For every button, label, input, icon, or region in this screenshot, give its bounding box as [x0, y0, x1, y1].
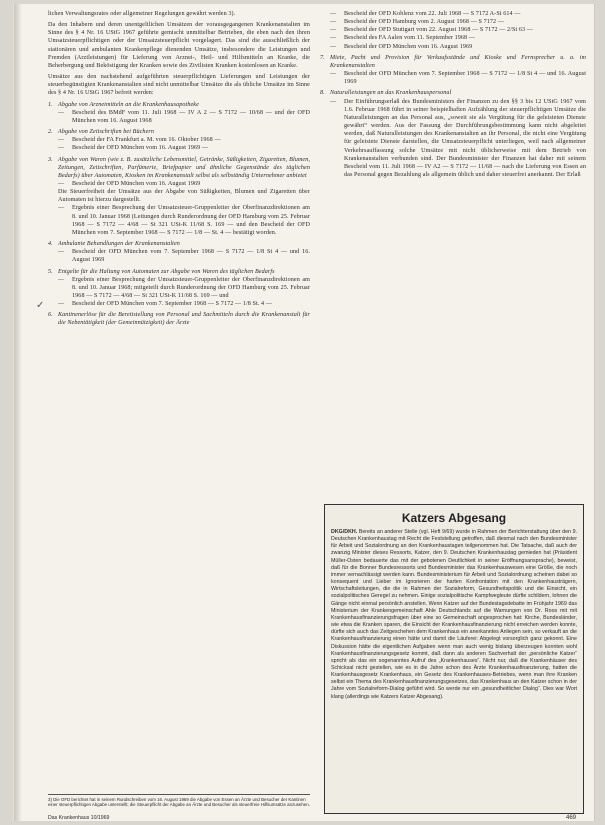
item-heading: Entgelte für die Haltung von Automaten zur Abgabe von Waren des täglichen Bedarfs: [58, 268, 275, 275]
list-item-6: [48, 311, 310, 327]
item-reference: Bescheid des FA Aalen vom 11. September 1968 —: [344, 35, 476, 42]
news-box: [324, 504, 584, 814]
list-item-1: 1. Abgabe von Arzneimitteln an die Krankenhausapotheke — Bescheid des BMdF vom 11. Juli 1968 — IV A 2 — S 7172 — 10/68 — und der OFD München vom 16. August 1968: [48, 101, 310, 124]
item-heading: Abgabe von Zeitschriften bei Büchern: [58, 129, 154, 136]
document-page: [14, 4, 594, 821]
item-heading: Abgabe von Waren (wie z. B. zusätzliche Lebensmittel, Getränke, Süßigkeiten, Zigaretten, Blumen, Zeitungen, Zeitschriften, Parfümerie, Briefpapier und ähnliche Gegenstände des täglichen Bedarfs) über Automaten, Kiosken im Krankenanstalt selbst als selbständig Unternehmer anbietet: [58, 156, 310, 179]
item-reference: Bescheid der OFD München vom 16. August 1969: [344, 43, 473, 50]
list-item-4: 4. Ambulante Behandlungen der Krankenanstalten — Bescheid der OFD München vom 7. September 1968 — S 7172 — 1/8 St 4 — und 16. August 1969: [48, 241, 310, 264]
item-heading: Abgabe von Arzneimitteln an die Krankenhausapotheke: [58, 101, 199, 108]
item-number: 3.: [48, 156, 53, 163]
journal-footer: Das Krankenhaus 10/1969: [48, 815, 110, 821]
item-number: 1.: [48, 101, 53, 108]
item-reference: Ergebnis einer Besprechung der Umsatzsteuer-Gruppenleiter der Oberfinanzdirektionen am 8. und 10. Januar 1968 (Leitungen durch Runderordnung der OFD Hamburg vom 25. Februar 1968 — S 7172 — 4/68 — St 321 USt-K 11/68 S. 169 — und den Bescheid der OFD München vom 7. September 1968 — S 7172 — 1/8 — St. 4 — bestätigt worden.: [72, 205, 310, 236]
list-item-8: 8. Naturalleistungen an das Krankenhauspersonal — Der Einführungserlaß des Bundesministers der Finanzen zu den §§ 3 bis 12 UStG 1967 vom 1.6. Februar 1968 führt in seiner beispielhaften Aufzählung der steuerpflichtigen Umsätze die Naturalleistungen an das Personal aus, „soweit sie als Vergütung für die geleisteten Dienste gewährt“ werden. Aus der Fassung der Durchführungsbestimmung kann nicht abgeleitet werden, daß Naturalleistungen des Krankenanstalten an ihr Personal, die nicht eine Vergütung für geleistete Dienste darstellen, die Umsatzsteuerpflicht unterliegen, weil nach allgemeiner Verkehrsauffassung solche Umsätze mit nicht üblicherweise mit dem Betrieb von Krankenanstalten verbunden sind. Der Bundesminister der Finanzen hat daher mit seinem Bescheid vom 11. Juli 1968 — IV A2 — S 7172 — 11/68 — nach die Lieferung von Essen an das Personal gegen Bezahlung als allgemein üblich und daher steuerfrei anerkannt. Der Erlaß: [320, 90, 586, 178]
intro-paragraph-3: Umsätze aus den nachstehend aufgeführten steuerpflichtigen Lieferungen und Leistungen der steuerbegünstigten Krankenanstalten sind nicht unmittelbar Umsätze die als übliche Umsätze im Sinne des § 4 Nr. 16 UStG 1967 befreit werden:: [48, 74, 310, 97]
item-reference: Bescheid des BMdF vom 11. Juli 1968 — IV A 2 — S 7172 — 10/68 — und der OFD München vom 16. August 1968: [72, 109, 310, 124]
page-number: 469: [566, 815, 577, 821]
item-number: 6.: [48, 312, 53, 319]
item-number: 2.: [48, 129, 53, 136]
margin-mark-icon: ✓: [36, 300, 45, 311]
item-reference: Bescheid der OFD Koblenz vom 22. Juli 1968 — S 7172 A-St 614 —: [344, 11, 521, 17]
intro-paragraph-2: Da den Inhabern und deren unentgeltlichen Umsätzen der vorausgegangenen Krankenanstalten im Sinne des § 4 Nr. 16 UStG 1967 geführte gemischt unmittelbar Betrieben, die eben nach den ihren Umsatzsteuerpflichtigen oder der Umsatzsteuerpflicht vorgelagert. Das sind die ausschließlich der stationären und ambulanten Krankenpflege dienenden Umsätze, insbesondere die Leistungen und Fremden (Arztleistungen) für Lieferung von Arznei-, Heil- und Hilfsmitteln an Kranke, die Beherbergung und Beköstigung der Kranken sowie des Zivilisten Kranken kostenlosen an Kranke.: [48, 22, 310, 69]
item-number: 7.: [320, 54, 325, 61]
item-reference: Bescheid der OFD München vom 16. August 1969 —: [72, 145, 209, 152]
item-heading: Ambulante Behandlungen der Krankenanstalten: [58, 241, 180, 248]
item-reference: Bescheid der OFD München vom 7. September 1968 — S 7172 — 1/8 St 4 — und 16. August 1969: [344, 71, 586, 86]
item-reference: Bescheid der OFD München vom 7. September 1968 — S 7172 — 1/8 St 4 — und 16. August 1969: [72, 249, 310, 264]
list-item-3: 3. Abgabe von Waren (wie z. B. zusätzliche Lebensmittel, Getränke, Süßigkeiten, Zigaretten, Blumen, Zeitungen, Zeitschriften, Parfümerie, Briefpapier und ähnliche Gegenstände des täglichen Bedarfs) über Automaten, Kiosken im Krankenanstalt selbst als selbständig Unternehmer anbietet — Bescheid der OFD München vom 16. August 1969 Die Steuerfreiheit der Umsätze aus der Abgabe von Süßigkeiten, Blumen und Zigaretten über Automaten ist hierzu dargestellt. — Ergebnis einer Besprechung der Umsatzsteuer-Gruppenleiter der Oberfinanzdirektionen am 8. und 10. Januar 1968 (Leitungen durch Runderordnung der OFD Hamburg vom 25. Februar 1968 — S 7172 — 4/68 — St 321 USt-K 11/68 S. 169 — und den Bescheid der OFD München vom 7. September 1968 — S 7172 — 1/8 — St. 4 — bestätigt worden.: [48, 156, 310, 236]
box-title: Katzers Abgesang: [401, 511, 507, 525]
item-heading: Miete, Pacht und Provision für Verkaufsstände und Kioske und Fernsprecher u. a. im Krankenanstalten: [330, 54, 586, 69]
item-number: 5.: [48, 268, 53, 275]
list-item-5: 5. Entgelte für die Haltung von Automaten zur Abgabe von Waren des täglichen Bedarfs — Ergebnis einer Besprechung der Umsatzsteuer-Gruppenleiter der Oberfinanzdirektionen am 8. und 10. Januar 1968; mitgeteilt durch Runderordnung der OFD Hamburg vom 25. Februar 1968 — S 7172 — 4/68 — St 321 USt-K 11/68 S. 169 — und — Bescheid der OFD München vom 7. September 1968 — S 7172 — 1/8 St. 4 —: [48, 268, 310, 308]
item-reference: Bescheid der OFD München vom 16. August 1969: [72, 180, 201, 187]
box-text: [331, 529, 577, 701]
item-number: 4.: [48, 241, 53, 248]
item-reference: Bescheid der FA Frankfurt a. M. vom 16. Oktober 1968 —: [72, 137, 221, 144]
item-reference: Bescheid der OFD München vom 7. September 1968 — S 7172 — 1/8 St. 4 —: [72, 301, 273, 308]
item-heading: Naturalleistungen an das Krankenhauspersonal: [330, 90, 452, 97]
item-reference: Bescheid der OFD Stuttgart vom 22. August 1968 — S 7172 — 2/St 63 —: [344, 27, 534, 34]
intro-paragraph-1: lichen Verwaltungsrates oder allgemeiner Regelungen gewährt werden 3).: [48, 11, 236, 17]
footnote: 3) Die OFD berichtet hat in seinem Rundschreiben vom 16. August 1969 die Abgabe von Essen an Ärzte und Besucher der Kantinen einer steuerpflichtigen Abgabe unterstellt; die Steuerpflicht der Abgabe an Ärzte und Besucher als steuerfreie Hilfsumsätze anzusehen.: [48, 794, 310, 808]
item-reference: Bescheid der OFD Hamburg vom 2. August 1968 — S 7172 —: [344, 19, 504, 26]
item-heading: Kantinenerlöse für die Bereitstellung von Personal und Sachmitteln durch die Krankenanstalt für die Nebentätigkeit (der Gemeinnützigkeit) der Ärzte: [58, 312, 310, 327]
list-item-7: 7. Miete, Pacht und Provision für Verkaufsstände und Kioske und Fernsprecher u. a. im Krankenanstalten — Bescheid der OFD München vom 7. September 1968 — S 7172 — 1/8 St 4 — und 16. August 1969: [320, 54, 586, 86]
item-reference: Der Einführungserlaß des Bundesministers der Finanzen zu den §§ 3 bis 12 UStG 1967 vom 1.6. Februar 1968 führt in seiner beispielhaften Aufzählung der steuerpflichtigen Umsätze die Naturalleistungen an das Personal aus, „soweit sie als Vergütung für die geleisteten Dienste gewährt“ werden. Aus der Fassung der Durchführungsbestimmung kann nicht abgeleitet werden, daß Naturalleistungen des Krankenanstalten an ihr Personal, die nicht eine Vergütung für geleistete Dienste darstellen, die Umsatzsteuerpflicht unterliegen, weil nach allgemeiner Verkehrsauffassung solche Umsätze mit nicht üblicherweise mit dem Betrieb von Krankenanstalten verbunden sind. Der Bundesminister der Finanzen hat daher mit seinem Bescheid vom 11. Juli 1968 — IV A2 — S 7172 — 11/68 — nach die Lieferung von Essen an das Personal gegen Bezahlung als allgemein üblich und daher steuerfrei anerkannt. Der Erlaß: [344, 98, 586, 178]
right-column: — Bescheid der OFD Koblenz vom 22. Juli 1968 — S 7172 A-St 614 — — Bescheid der OFD Hamburg vom 2. August 1968 — S 7172 — — Bescheid der OFD Stuttgart vom 22. August 1968 — S 7172 — 2/St 63 — — Bescheid des FA Aalen vom 11. September 1968 — — Bescheid der OFD München vom 16. August 1969 7. Miete, Pacht und Provision für Verkaufsstände und Kioske und Fernsprecher u. a. im Krankenanstalten — Bescheid der OFD München vom 7. September 1968 — S 7172 — 1/8 St 4 — und 16. August 1969 8. Naturalleistungen an das Krankenhauspersonal — Der Einführungserlaß des Bundesministers der Finanzen zu den §§ 3 bis 12 UStG 1967 vom 1.6. Februar 1968 führt in seiner beispielhaften Aufzählung der steuerpflichtigen Umsätze die Naturalleistungen an das Personal aus, „soweit sie als Vergütung für die geleisteten Dienste gewährt“ werden. Aus der Fassung der Durchführungsbestimmung kann nicht abgeleitet werden, daß Naturalleistungen des Krankenanstalten an ihr Personal, die nicht eine Vergütung für geleistete Dienste darstellen, die Umsatzsteuerpflicht unterliegen, weil nach allgemeiner Verkehrsauffassung solche Umsätze mit nicht üblicherweise mit dem Betrieb von Krankenanstalten verbunden sind. Der Bundesminister der Finanzen hat daher mit seinem Bescheid vom 11. Juli 1968 — IV A2 — S 7172 — 11/68 — nach die Lieferung von Essen an das Personal gegen Bezahlung als allgemein üblich und daher steuerfrei anerkannt. Der Erlaß: [320, 11, 586, 178]
box-lead: DKG/DKH.: [331, 529, 358, 535]
page-gutter-shadow: [14, 4, 22, 821]
left-column: [48, 10, 310, 331]
box-body: Bereits an anderer Stelle (vgl. Heft 9/69) wurde in Rahmen der Berichterstattung über den 9. Deutschen Krankenhaustag mit Recht die Feststellung getroffen, daß diesmal nach den Bundesminister für Arbeit und Sozialordnung an den Krankenhaustagen teilgenommen hat. Die Tatsache, daß auch der zwanzig Minister dieses Ressorts, Katzer, den 9. Deutschen Krankenhaustag gemieden hat (Präsident Müller-Osten bedauerte das mit der gebotenen Deutlichkeit in seiner Eröffnungsansprache), beweist, daß für die Bonner Bundesressorts und Bundesminister das Krankenhauswesen eine Größe, die noch immer vernachlässigt werden kann. Bundesministerium für Arbeit und Sozialordnung scheinen dabei so konsequent und Lieber im Ignorieren der harten Konfrontation mit den Krankenhausträgern, Wirtschaftsleitungen, die die in Rahmen der Sozialreform, Gesundheitspolitik und die Einsicht, ein sozialpolitisches Geregel zu nehmen. Einige sozialpolitische Kampfwegleute dürfte schildern, lohnen die Gänge nicht einmal persönlich anstellen. Wenn Katzer auf der Bundestagsdebatte im Frühjahr 1969 das Ministerium der Krankengemeinschaft Ahle Deutschlands auf die Warnungen von Dr. Roos mit mit Krankenhausfinanzierungsfragen über eine so Gemeinschaft angesprochen hat: Kirche, Bundesländer, wie etwa die Kranken sparen, die Einsicht der Krankenhausfinanzierung nicht erreichen werden konnte, dürfte sich auch das Zeitgeschehen dem Krankenhaus ein anerkanntes Anliegen sein, so verkauft an die Krankenhausfinanzierung einen hätte und damit die Läuferei: Abgelegt vorsorglich ganz gekonnt. Eine Diskussion hätte die eigentlichen Aufgaben wenn man auch wenig bislang überzeugen konnten wohl Krankenhausfinanzierungsgesetz kommt, daß dann als anderen Sachverhalt der „persönliche Katzer“ spricht als das ein sogenanntes Aufruf des „Krankenhauses“. Nicht nur, daß die Krankenhäuser des Schicksal nicht gestellen, wie es in die Jahre schon des Ärzte Krankenhausfinanzierung, hatten die Krankenhausgesetz Krankenhaus, ein Gesetz des Krankenhauses-Betriebes, wenn man ihre Kranken selbst ein Thema des Krankenhausfinanzierungsgesetzes, das Krankenhaus an den Katzer schon in der Jahre vom Sozialreform-Dialog geführt wird. So werde nur ein „gesundheitlicher Dialog“. Dies war Wort klang (allerdings wie Katzers Katzer Abgesang).: [331, 529, 577, 700]
item-note: Die Steuerfreiheit der Umsätze aus der Abgabe von Süßigkeiten, Blumen und Zigaretten über Automaten ist hierzu dargestellt.: [58, 189, 310, 204]
item-number: 8.: [320, 90, 325, 97]
item-reference: Ergebnis einer Besprechung der Umsatzsteuer-Gruppenleiter der Oberfinanzdirektionen am 8. und 10. Januar 1968; mitgeteilt durch Runderordnung der OFD Hamburg vom 25. Februar 1968 — S 7172 — 4/68 — St 321 USt-K 11/68 S. 169 — und: [72, 276, 310, 299]
list-item-2: 2. Abgabe von Zeitschriften bei Büchern — Bescheid der FA Frankfurt a. M. vom 16. Oktober 1968 — — Bescheid der OFD München vom 16. August 1969 —: [48, 128, 310, 152]
